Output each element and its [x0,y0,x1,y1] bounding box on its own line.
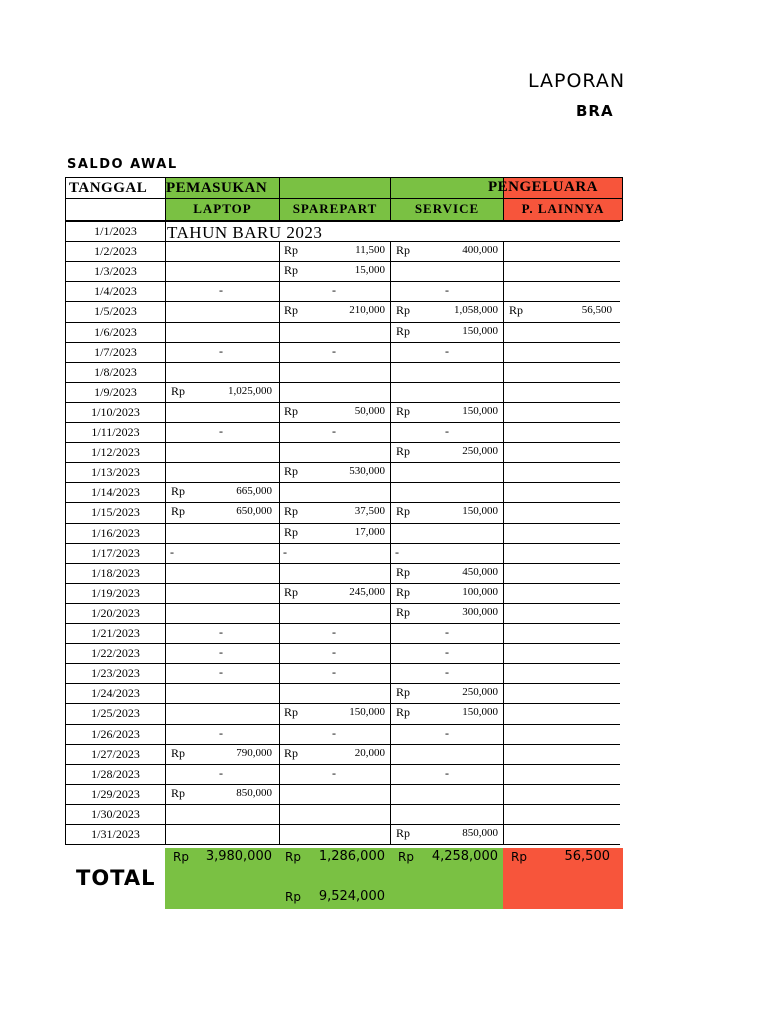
cell-currency: Rp [396,705,411,720]
cell-currency: Rp [284,263,299,278]
row-date: 1/6/2023 [94,324,137,339]
total-service-currency: Rp [398,850,414,864]
cell-currency: Rp [396,584,411,599]
total-laptop-value: 3,980,000 [205,849,272,864]
cell-currency: Rp [396,403,411,418]
cell-sparepart-value: 17,000 [354,525,385,538]
cell-dash: - [219,343,223,358]
header-p-lainnya: P. LAINNYA [503,198,623,221]
total-sparepart-value: 1,286,000 [318,849,385,864]
cell-currency: Rp [396,826,411,840]
cell-currency: Rp [396,564,411,579]
cell-currency: Rp [396,303,411,318]
cell-dash: - [332,665,336,680]
cell-service-value: 400,000 [462,244,498,257]
cell-dash: - [170,544,174,559]
report-title: LAPORAN [528,70,626,92]
header-pengeluaran-label: PENGELUARA [488,179,599,195]
row-date: 1/31/2023 [91,827,140,841]
cell-currency: Rp [284,464,299,479]
total-laptop-currency: Rp [173,850,189,864]
cell-service-value: 150,000 [462,706,498,719]
row-date: 1/28/2023 [91,766,140,781]
cell-dash: - [219,725,223,740]
grid-vline [165,221,166,844]
cell-sparepart-value: 20,000 [354,746,385,759]
row-date: 1/17/2023 [91,545,140,560]
cell-service-value: 850,000 [462,827,498,839]
row-date: 1/16/2023 [91,525,140,540]
row-date: 1/22/2023 [91,646,140,661]
saldo-awal-label: SALDO AWAL [67,157,178,172]
row-date: 1/4/2023 [94,284,137,299]
cell-currency: Rp [509,303,524,318]
cell-sparepart-value: 210,000 [349,304,385,317]
row-date: 1/3/2023 [94,264,137,279]
total-service-value: 4,258,000 [431,849,498,864]
cell-dash: - [332,625,336,639]
cell-dash: - [445,343,449,358]
cell-dash: - [445,625,449,639]
row-date: 1/27/2023 [91,746,140,761]
row-date: 1/15/2023 [91,505,140,520]
cell-service-value: 150,000 [462,324,498,337]
cell-dash: - [283,544,287,559]
cell-currency: Rp [396,504,411,519]
cell-service-value: 1,058,000 [454,304,498,317]
cell-dash: - [219,665,223,680]
header-tanggal: TANGGAL [65,177,166,199]
row-date: 1/26/2023 [91,726,140,741]
cell-sparepart-value: 530,000 [349,465,385,478]
cell-currency: Rp [396,243,411,258]
cell-currency: Rp [284,524,299,539]
row-date: 1/1/2023 [94,224,137,238]
holiday-note: TAHUN BARU 2023 [167,223,323,242]
cell-currency: Rp [284,745,299,760]
cell-service-value: 250,000 [462,445,498,458]
cell-currency: Rp [171,504,186,519]
cell-currency: Rp [396,444,411,459]
total-label: TOTAL [76,866,156,890]
cell-currency: Rp [284,243,299,258]
cell-sparepart-value: 50,000 [354,404,385,417]
report-subtitle: BRA [576,102,614,120]
cell-dash: - [332,283,336,298]
cell-laptop-value: 850,000 [236,786,272,799]
cell-service-value: 250,000 [462,686,498,699]
row-date: 1/24/2023 [91,686,140,701]
cell-currency: Rp [284,403,299,418]
cell-dash: - [219,283,223,298]
cell-dash: - [219,765,223,780]
cell-sparepart-value: 150,000 [349,706,385,719]
total-pemasukan-value: 9,524,000 [318,889,385,904]
cell-sparepart-value: 15,000 [354,264,385,277]
row-date: 1/20/2023 [91,605,140,620]
cell-currency: Rp [284,504,299,519]
row-date: 1/5/2023 [94,304,137,319]
total-lainnya-value: 56,500 [564,849,610,864]
cell-dash: - [332,765,336,780]
cell-dash: - [219,424,223,438]
header-sparepart: SPAREPART [279,198,391,221]
row-date: 1/12/2023 [91,445,140,460]
cell-dash: - [332,645,336,660]
cell-currency: Rp [396,685,411,700]
cell-service-value: 450,000 [462,565,498,578]
row-date: 1/21/2023 [91,626,140,640]
cell-dash: - [445,665,449,680]
header-laptop: LAPTOP [165,198,280,221]
row-date: 1/18/2023 [91,565,140,580]
header-blank-green-2 [390,177,504,199]
row-date: 1/25/2023 [91,706,140,721]
cell-currency: Rp [396,323,411,338]
row-date: 1/29/2023 [91,786,140,801]
row-date: 1/2/2023 [94,244,137,259]
cell-dash: - [332,343,336,358]
total-sparepart-currency: Rp [285,850,301,864]
row-date: 1/13/2023 [91,465,140,480]
cell-service-value: 150,000 [462,404,498,417]
cell-laptop-value: 1,025,000 [228,384,272,397]
cell-currency: Rp [171,484,186,499]
total-pemasukan-currency: Rp [285,890,301,904]
row-date: 1/19/2023 [91,585,140,600]
row-date: 1/8/2023 [94,364,137,379]
cell-dash: - [219,645,223,660]
row-date: 1/7/2023 [94,344,137,359]
cell-dash: - [445,424,449,438]
cell-currency: Rp [284,584,299,599]
cell-dash: - [445,283,449,298]
cell-laptop-value: 665,000 [236,485,272,498]
cell-service-value: 100,000 [462,585,498,598]
cell-currency: Rp [284,705,299,720]
row-date: 1/11/2023 [91,425,140,439]
cell-laptop-value: 790,000 [236,746,272,759]
cell-service-value: 300,000 [462,605,498,618]
cell-sparepart-value: 245,000 [349,585,385,598]
row-date: 1/30/2023 [91,806,140,821]
cell-sparepart-value: 37,500 [354,505,385,518]
cell-currency: Rp [396,604,411,619]
row-date: 1/23/2023 [91,666,140,681]
row-date: 1/10/2023 [91,404,140,419]
cell-dash: - [445,725,449,740]
header-blank-green-1 [279,177,391,199]
cell-dash: - [332,725,336,740]
cell-currency: Rp [171,383,186,398]
cell-dash: - [219,625,223,639]
cell-dash: - [445,645,449,660]
grid-hline [65,844,620,845]
cell-dash: - [445,765,449,780]
cell-currency: Rp [171,745,186,760]
cell-service-value: 150,000 [462,505,498,518]
cell-sparepart-value: 11,500 [355,244,385,257]
total-lainnya-currency: Rp [511,850,527,864]
cell-dash: - [395,544,399,559]
cell-dash: - [332,424,336,438]
cell-currency: Rp [284,303,299,318]
header-tanggal-sub [65,198,166,221]
cell-currency: Rp [171,785,186,800]
cell-lainnya-value: 56,500 [581,304,612,317]
header-pemasukan: PEMASUKAN [165,177,280,199]
header-service: SERVICE [390,198,504,221]
row-date: 1/14/2023 [91,485,140,500]
row-date: 1/9/2023 [94,384,137,399]
cell-laptop-value: 650,000 [236,505,272,518]
